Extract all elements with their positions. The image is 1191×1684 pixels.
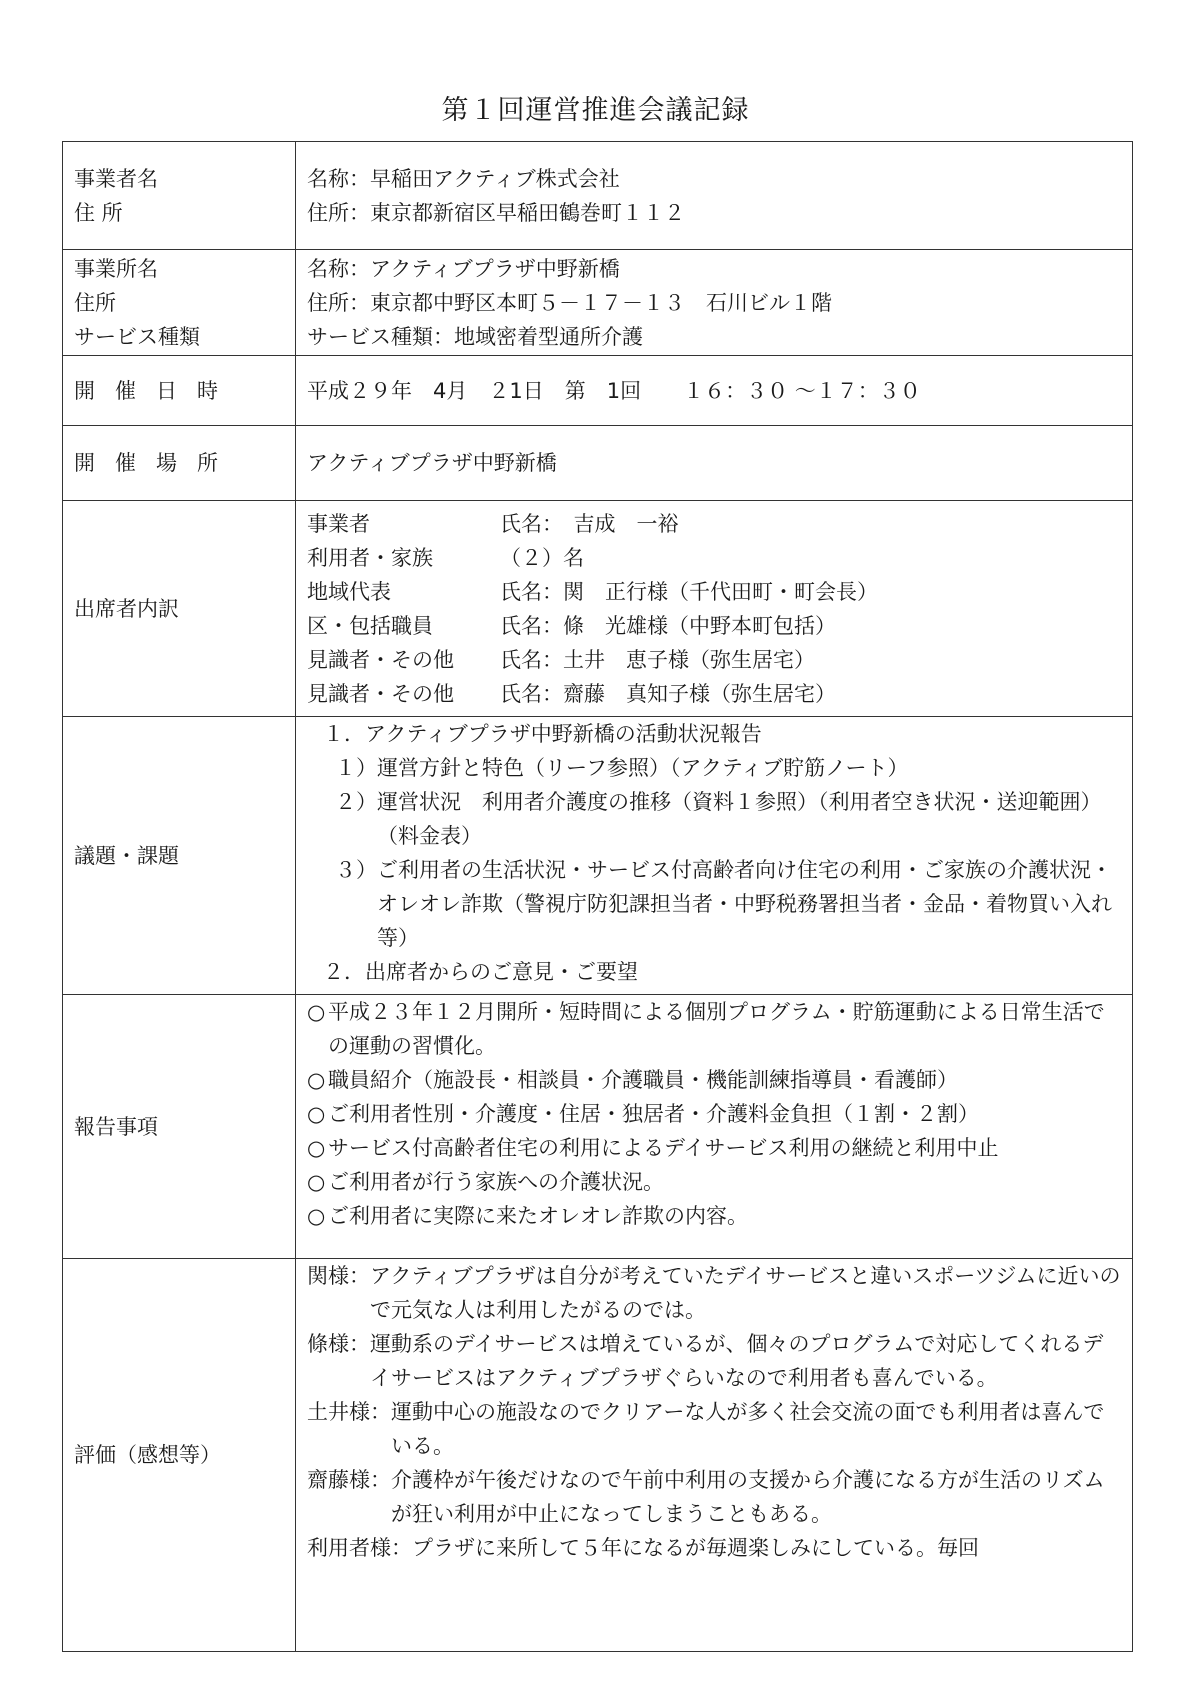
agenda-sub-text: ご利用者の生活状況・サービス付高齢者向け住宅の利用・ご家族の介護状況・オレオレ詐欺（警視庁防犯課担当者・中野税務署担当者・金品・着物買い入れ等） [377, 858, 1112, 950]
report-bullet: ○ [307, 1102, 326, 1126]
report-value [296, 995, 1133, 1259]
evaluation-speaker: 利用者様： [307, 1536, 412, 1560]
agenda-value [296, 717, 1133, 995]
report-label: 報告事項 [63, 995, 296, 1259]
agenda-sub-text: 運営状況 利用者介護度の推移（資料１参照）（利用者空き状況・送迎範囲）（料金表） [377, 790, 1102, 848]
office-service-type: サービス種類：地域密着型通所介護 [307, 324, 643, 349]
label-line: 住所 [74, 290, 116, 315]
attendee-role: 見識者・その他 [307, 681, 454, 706]
office-name: 名称：アクティブプラザ中野新橋 [307, 256, 620, 281]
report-item [307, 1063, 1122, 1097]
agenda-sub-number: ３） [335, 858, 377, 882]
evaluation-speaker: 土井様： [307, 1400, 391, 1424]
row-office [63, 250, 1133, 356]
office-value [296, 250, 1133, 356]
report-text: ご利用者性別・介護度・住居・独居者・介護料金負担（１割・２割） [328, 1102, 979, 1126]
agenda-sub-item [307, 751, 1122, 785]
evaluation-text: アクティブプラザは自分が考えていたデイサービスと違いスポーツジムに近いので元気な人は利用したがるのでは。 [370, 1264, 1121, 1322]
evaluation-text: 運動中心の施設なのでクリアーな人が多く社会交流の面でも利用者は喜んでいる。 [391, 1400, 1105, 1458]
report-bullet: ○ [307, 1068, 326, 1092]
evaluation-label: 評価（感想等） [63, 1259, 296, 1652]
attendees-value [296, 501, 1133, 717]
report-text: 職員紹介（施設長・相談員・介護職員・機能訓練指導員・看護師） [328, 1068, 958, 1092]
attendee-role: 区・包括職員 [307, 613, 433, 638]
agenda-sub-number: １） [335, 756, 377, 780]
evaluation-item [307, 1531, 1122, 1565]
datetime-text: 平成２９年 4月 ２1日 第 1回 １６：３０ ～１７：３０ [307, 378, 921, 403]
report-text: ご利用者が行う家族への介護状況。 [328, 1170, 664, 1194]
agenda-sub-item [307, 853, 1122, 955]
label-line: サービス種類 [74, 324, 200, 349]
business-value [296, 142, 1133, 250]
evaluation-item [307, 1327, 1122, 1395]
place-label-text: 開催場所 [74, 451, 238, 475]
evaluation-item [307, 1463, 1122, 1531]
datetime-label-text: 開催日時 [74, 378, 238, 403]
agenda-heading-1: １．アクティブプラザ中野新橋の活動状況報告 [323, 722, 762, 746]
attendee-row [307, 507, 1122, 541]
report-text: 平成２３年１２月開所・短時間による個別プログラム・貯筋運動による日常生活での運動の習慣化。 [328, 1000, 1105, 1058]
row-agenda [63, 717, 1133, 995]
report-item [307, 1199, 1122, 1233]
agenda-sub-text: 運営方針と特色（リーフ参照）（アクティブ貯筋ノート） [377, 756, 909, 780]
datetime-label [63, 356, 296, 426]
attendee-row [307, 643, 1122, 677]
evaluation-speaker: 條様： [307, 1332, 370, 1356]
business-address: 住所：東京都新宿区早稲田鶴巻町１１２ [307, 200, 685, 225]
report-bullet: ○ [307, 1170, 326, 1194]
label-line: 事業所名 [74, 256, 158, 281]
evaluation-speaker: 関様： [307, 1264, 370, 1288]
evaluation-text: 介護枠が午後だけなので午前中利用の支援から介護になる方が生活のリズムが狂い利用が中止になってしまうこともある。 [391, 1468, 1105, 1526]
attendee-row [307, 575, 1122, 609]
report-text: ご利用者に実際に来たオレオレ詐欺の内容。 [328, 1204, 748, 1228]
attendee-role: 利用者・家族 [307, 545, 433, 570]
label-line: 住 所 [74, 200, 123, 225]
attendee-role: 事業者 [307, 511, 370, 536]
evaluation-item [307, 1259, 1122, 1327]
report-text: サービス付高齢者住宅の利用によるデイサービス利用の継続と利用中止 [328, 1136, 999, 1160]
evaluation-item [307, 1395, 1122, 1463]
row-business [63, 142, 1133, 250]
attendee-row [307, 677, 1122, 711]
evaluation-text: プラザに来所して５年になるが毎週楽しみにしている。毎回 [412, 1536, 979, 1560]
attendee-detail: 氏名：齋藤 真知子様（弥生居宅） [500, 681, 836, 706]
attendee-detail: 氏名：土井 恵子様（弥生居宅） [500, 647, 815, 672]
attendee-row [307, 609, 1122, 643]
agenda-label: 議題・課題 [63, 717, 296, 995]
business-label [63, 142, 296, 250]
label-line: 事業者名 [74, 166, 158, 191]
attendee-role: 地域代表 [307, 579, 391, 604]
row-report [63, 995, 1133, 1259]
report-item [307, 995, 1122, 1063]
office-label [63, 250, 296, 356]
report-item [307, 1165, 1122, 1199]
row-evaluation [63, 1259, 1133, 1652]
agenda-sub-item [307, 785, 1122, 853]
attendee-detail: 氏名：関 正行様（千代田町・町会長） [500, 579, 878, 604]
row-datetime [63, 356, 1133, 426]
evaluation-text: 運動系のデイサービスは増えているが、個々のプログラムで対応してくれるデイサービスはアクティブプラザぐらいなので利用者も喜んでいる。 [370, 1332, 1104, 1390]
datetime-value [296, 356, 1133, 426]
business-name: 名称：早稲田アクティブ株式会社 [307, 166, 620, 191]
attendee-row [307, 541, 1122, 575]
evaluation-value [296, 1259, 1133, 1652]
row-place [63, 426, 1133, 501]
document-title: 第１回運営推進会議記録 [441, 95, 750, 126]
report-bullet: ○ [307, 1000, 326, 1024]
report-item [307, 1097, 1122, 1131]
meeting-record-table [62, 141, 1133, 1652]
attendee-role: 見識者・その他 [307, 647, 454, 672]
agenda-heading-2: ２．出席者からのご意見・ご要望 [323, 960, 638, 984]
evaluation-speaker: 齋藤様： [307, 1468, 391, 1492]
attendee-detail: 氏名：條 光雄様（中野本町包括） [500, 613, 836, 638]
place-value [296, 426, 1133, 501]
attendee-detail: （２）名 [500, 545, 584, 570]
agenda-sub-number: ２） [335, 790, 377, 814]
report-bullet: ○ [307, 1204, 326, 1228]
attendee-detail: 氏名： 吉成 一裕 [500, 511, 679, 536]
attendees-label: 出席者内訳 [63, 501, 296, 717]
place-label [63, 426, 296, 501]
place-text: アクティブプラザ中野新橋 [307, 451, 557, 475]
row-attendees [63, 501, 1133, 717]
report-bullet: ○ [307, 1136, 326, 1160]
office-address: 住所：東京都中野区本町５－１７－１３ 石川ビル１階 [307, 290, 832, 315]
report-item [307, 1131, 1122, 1165]
